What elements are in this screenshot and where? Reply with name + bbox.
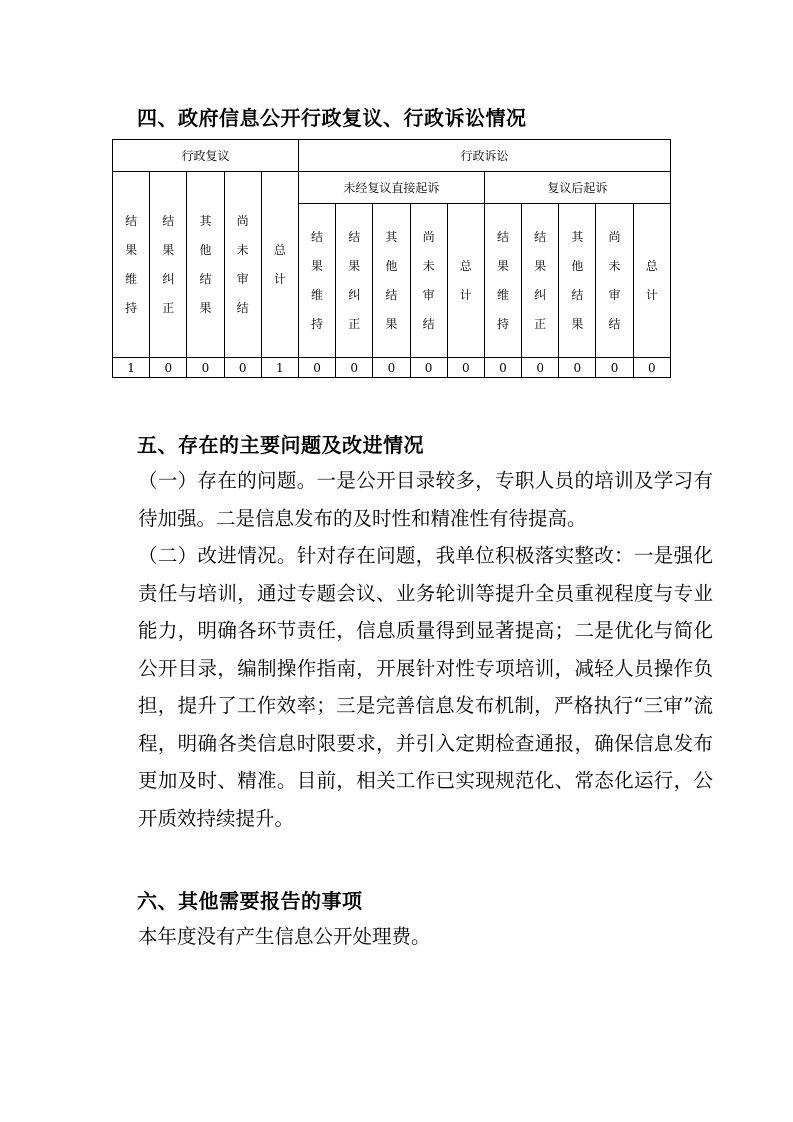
header-admin-litigation: 行政诉讼 [298, 140, 670, 172]
review-value-cell: 0 [187, 358, 224, 378]
after-col-header [484, 204, 521, 358]
review-col-header [113, 172, 150, 358]
after-value-cell: 0 [484, 358, 521, 378]
review-col-2-label: 结果纠正 [162, 213, 175, 315]
admin-review-litigation-table [112, 139, 671, 378]
improvements-paragraph: （二）改进情况。针对存在问题，我单位积极落实整改：一是强化责任与培训，通过专题会议、业务轮训等提升全员重视程度与专业能力，明确各环节责任，信息质量得到显著提高；二是优化与简化公开目录，编制操作指南，开展针对性专项培训，减轻人员操作负担，提升了工作效率；三是完善信息发布机制，严格执行“三审”流程，明确各类信息时限要求，并引入定期检查通报，确保信息发布更加及时、精准。目前，相关工作已实现规范化、常态化运行，公开质效持续提升。 [138, 544, 713, 830]
after-col-1-label: 结果维持 [496, 229, 509, 331]
review-col-4-label: 尚未审结 [236, 213, 249, 315]
review-col-3-label: 其他结果 [199, 213, 212, 315]
direct-col-4-label: 尚未审结 [422, 229, 435, 331]
review-value-cell: 1 [113, 358, 150, 378]
direct-col-header [298, 204, 335, 358]
header-admin-review: 行政复议 [113, 140, 299, 172]
direct-value-cell: 0 [373, 358, 410, 378]
direct-col-2-label: 结果纠正 [348, 229, 361, 331]
review-value-cell: 0 [150, 358, 187, 378]
direct-col-header [336, 204, 373, 358]
review-col-header [261, 172, 298, 358]
direct-value-cell: 0 [298, 358, 335, 378]
direct-value-cell: 0 [336, 358, 373, 378]
header-direct-suit: 未经复议直接起诉 [298, 172, 484, 204]
direct-col-header [447, 204, 484, 358]
direct-col-header [373, 204, 410, 358]
other-matters-paragraph: 本年度没有产生信息公开处理费。 [138, 925, 431, 948]
after-value-cell: 0 [522, 358, 559, 378]
after-col-2-label: 结果纠正 [534, 229, 547, 331]
after-value-cell: 0 [633, 358, 670, 378]
after-col-header [633, 204, 670, 358]
after-col-header [559, 204, 596, 358]
review-col-header [224, 172, 261, 358]
direct-value-cell: 0 [447, 358, 484, 378]
direct-col-5-label: 总计 [459, 258, 472, 302]
after-value-cell: 0 [559, 358, 596, 378]
after-col-header [522, 204, 559, 358]
review-col-header [187, 172, 224, 358]
after-col-5-label: 总计 [645, 258, 658, 302]
review-col-1-label: 结果维持 [125, 213, 138, 315]
review-value-cell: 0 [224, 358, 261, 378]
problems-paragraph: （一）存在的问题。一是公开目录较多，专职人员的培训及学习有待加强。二是信息发布的及时性和精准性有待提高。 [138, 469, 713, 530]
header-after-review-suit: 复议后起诉 [484, 172, 670, 204]
section-5-title: 五、存在的主要问题及改进情况 [137, 433, 424, 457]
after-col-3-label: 其他结果 [571, 229, 584, 331]
review-col-5-label: 总计 [273, 242, 286, 286]
review-col-header [150, 172, 187, 358]
direct-value-cell: 0 [410, 358, 447, 378]
after-value-cell: 0 [596, 358, 633, 378]
review-value-cell: 1 [261, 358, 298, 378]
section-6-title: 六、其他需要报告的事项 [137, 889, 363, 913]
after-col-header [596, 204, 633, 358]
direct-col-header [410, 204, 447, 358]
section-4-title: 四、政府信息公开行政复议、行政诉讼情况 [137, 106, 527, 130]
after-col-4-label: 尚未审结 [608, 229, 621, 331]
direct-col-3-label: 其他结果 [385, 229, 398, 331]
direct-col-1-label: 结果维持 [311, 229, 324, 331]
